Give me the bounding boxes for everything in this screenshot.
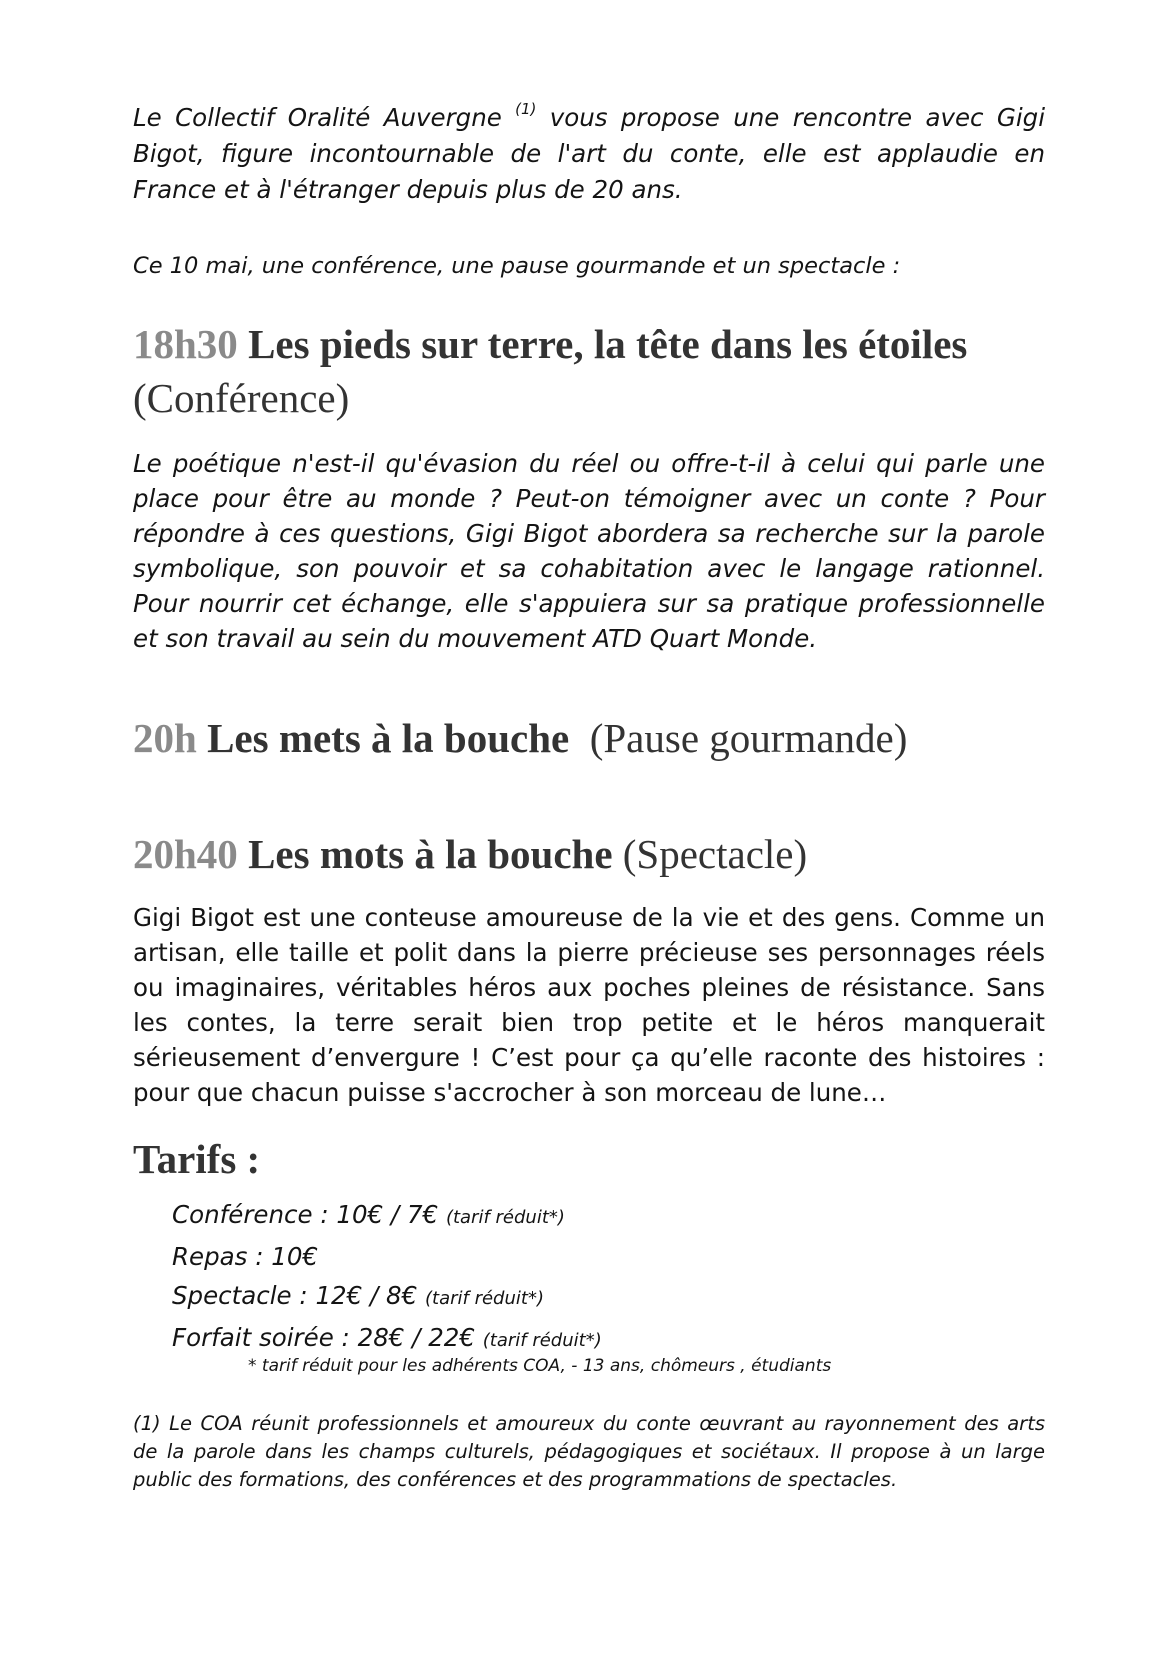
event-heading-pause <box>133 712 907 764</box>
event-time: 20h <box>133 715 197 761</box>
lead-sentence: Ce 10 mai, une conférence, une pause gourmande et un spectacle : <box>133 253 901 279</box>
tarif-note: * tarif réduit pour les adhérents COA, - 13 ans, chômeurs , étudiants <box>248 1356 832 1376</box>
event-title: Les mots à la bouche <box>248 831 613 877</box>
intro-text-start: Le Collectif Oralité Auvergne <box>133 103 516 132</box>
event-type: (Pause gourmande) <box>589 715 908 761</box>
event-title: Les pieds sur terre, la tête dans les étoiles <box>248 321 968 367</box>
intro-paragraph <box>133 100 1045 208</box>
footnote-reference: (1) <box>515 100 537 118</box>
event-time: 18h30 <box>133 321 238 367</box>
event-type: (Spectacle) <box>622 831 808 877</box>
tarif-item-conference: Conférence : 10€ / 7€ (tarif réduit*) <box>172 1200 565 1229</box>
event-title: Les mets à la bouche <box>207 715 570 761</box>
tarifs-list <box>172 1195 602 1360</box>
event-time: 20h40 <box>133 831 238 877</box>
tarif-reduced: (tarif réduit*) <box>425 1288 544 1309</box>
tarifs-heading: Tarifs : <box>133 1136 261 1182</box>
event-heading-conference <box>133 318 967 370</box>
event-type-conference <box>133 372 349 424</box>
event-heading-spectacle <box>133 828 807 880</box>
tarif-item-forfait: Forfait soirée : 28€ / 22€ (tarif réduit*) <box>172 1323 602 1352</box>
event-type: (Conférence) <box>133 375 350 421</box>
intro-text-end: vous propose une rencontre avec Gigi Bigot, figure incontournable de l'art du conte, elle est applaudie en France et à l'étranger depuis plus de 20 ans. <box>133 103 1046 204</box>
spectacle-description: Gigi Bigot est une conteuse amoureuse de la vie et des gens. Comme un artisan, elle taille et polit dans la pierre précieuse ses personnages réels ou imaginaires, véritables héros aux poches pleines de résistance. Sans les contes, la terre serait bien trop petite et le héros manquerait sérieusement d’envergure ! C’est pour ça qu’elle raconte des histoires : pour que chacun puisse s'accrocher à son morceau de lune… <box>133 903 1045 1107</box>
tarif-item-spectacle: Spectacle : 12€ / 8€ (tarif réduit*) <box>172 1281 544 1310</box>
tarif-reduced: (tarif réduit*) <box>482 1330 602 1351</box>
conference-description: Le poétique n'est-il qu'évasion du réel ou offre-t-il à celui qui parle une place pour être au monde ? Peut-on témoigner avec un conte ? Pour répondre à ces questions, Gigi Bigot abordera sa recherche sur la parole symbolique, son pouvoir et sa cohabitation avec le langage rationnel. Pour nourrir cet échange, elle s'appuiera sur sa pratique professionnelle et son travail au sein du mouvement ATD Quart Monde. <box>133 449 1045 653</box>
tarif-item-repas: Repas : 10€ <box>172 1242 319 1271</box>
footnote: (1) Le COA réunit professionnels et amoureux du conte œuvrant au rayonnement des arts de la parole dans les champs culturels, pédagogiques et sociétaux. Il propose à un large public des formations, des conférences et des programmations de spectacles. <box>133 1412 1045 1491</box>
tarif-reduced: (tarif réduit*) <box>445 1207 565 1228</box>
